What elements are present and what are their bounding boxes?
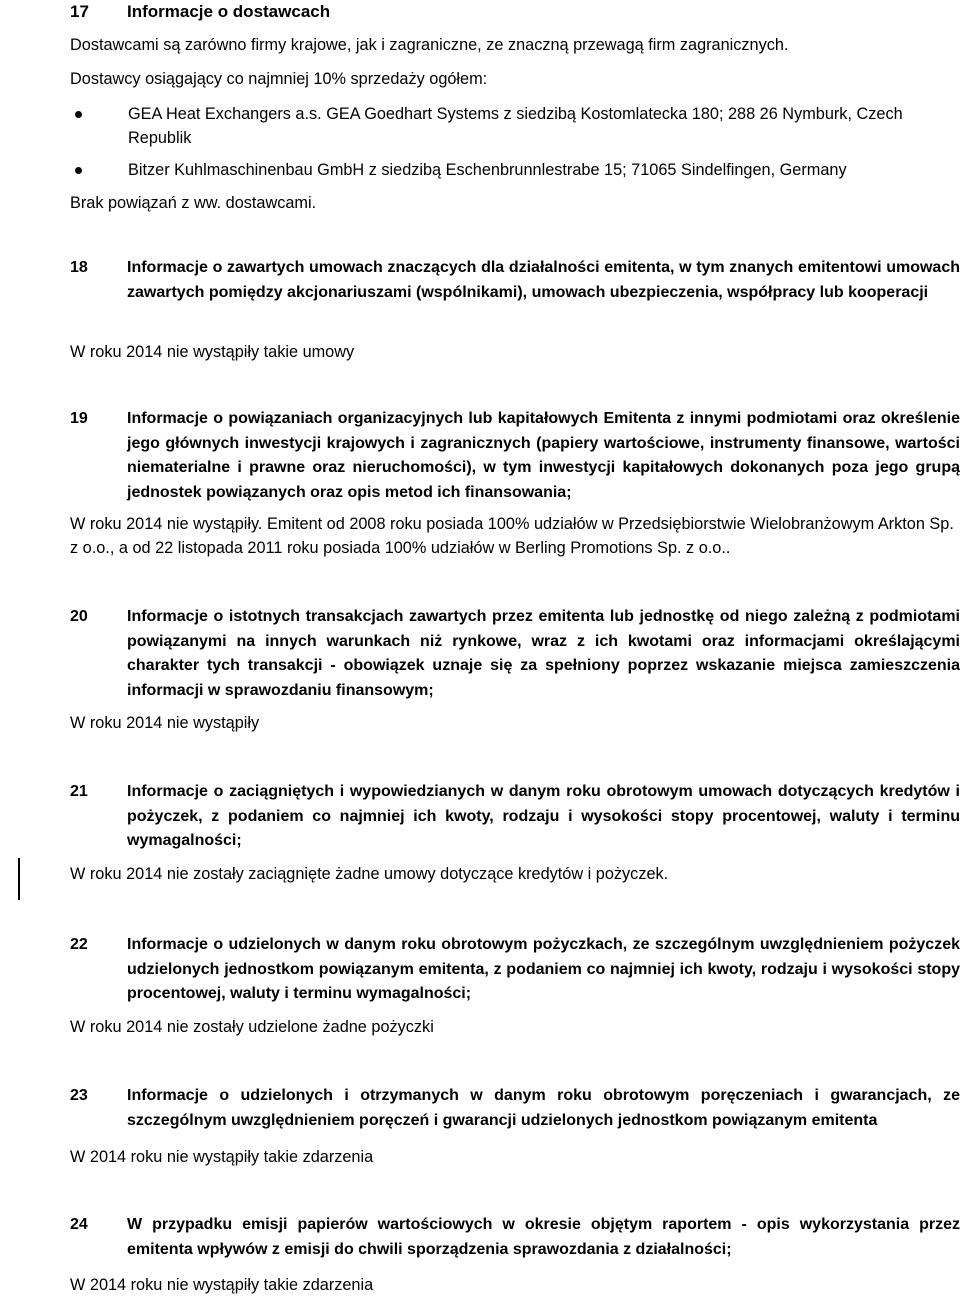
section-number: 17 bbox=[70, 2, 89, 21]
section-body: W 2014 roku nie wystąpiły takie zdarzenia bbox=[70, 1148, 374, 1166]
list-item bbox=[70, 158, 960, 182]
section-title: Informacje o powiązaniach organizacyjnych lub kapitałowych Emitenta z innymi podmiotami oraz określenie jego głównych inwestycji krajowych i zagranicznych (papiery wartościowe, instrumenty finansowe, wartości niematerialne i prawne oraz nieruchomości), w tym inwestycji kapitałowych dokonanych poza jego grupą jednostek powiązanych oraz opis metod ich finansowania; bbox=[127, 410, 960, 501]
paragraph: Dostawcy osiągający co najmniej 10% sprzedaży ogółem: bbox=[70, 70, 488, 88]
paragraph: Brak powiązań z ww. dostawcami. bbox=[70, 194, 317, 212]
section-heading bbox=[70, 605, 960, 703]
section-title: Informacje o zaciągniętych i wypowiedzianych w danym roku obrotowym umowach dotyczących kredytów i pożyczek, z podaniem co najmniej ich kwoty, rodzaju i wysokości stopy procentowej, waluty i terminu wymagalności; bbox=[127, 783, 960, 849]
section-title: Informacje o istotnych transakcjach zawartych przez emitenta lub jednostkę od niego zależną z podmiotami powiązanymi na innych warunkach niż rynkowe, wraz z ich kwotami oraz informacjami określającymi charakter tych transakcji - obowiązek uznaje się za spełniony poprzez wskazanie miejsca zamieszczenia informacji w sprawozdaniu finansowym; bbox=[127, 608, 960, 699]
section-heading bbox=[70, 1213, 960, 1262]
paragraph: Dostawcami są zarówno firmy krajowe, jak i zagraniczne, ze znaczną przewagą firm zagranicznych. bbox=[70, 36, 789, 54]
section-number: 20 bbox=[70, 608, 88, 625]
section-24 bbox=[70, 1213, 960, 1262]
section-heading bbox=[70, 933, 960, 1007]
section-17 bbox=[70, 0, 960, 25]
list-item-text: Bitzer Kuhlmaschinenbau GmbH z siedzibą Eschenbrunnlestrabe 15; 71065 Sindelfingen, Germany bbox=[128, 161, 847, 179]
section-title: Informacje o dostawcach bbox=[127, 2, 331, 21]
section-21 bbox=[70, 780, 960, 854]
section-body: W 2014 roku nie wystąpiły takie zdarzenia bbox=[70, 1276, 374, 1294]
section-body: W roku 2014 nie wystąpiły bbox=[70, 714, 260, 732]
bullet-icon bbox=[75, 167, 82, 174]
section-heading bbox=[70, 780, 960, 854]
section-body: W roku 2014 nie wystąpiły. Emitent od 2008 roku posiada 100% udziałów w Przedsiębiorstwie Wielobranżowym Arkton Sp. z o.o., a od 22 listopada 2011 roku posiada 100% udziałów w Berling Promotions Sp. z o.o.. bbox=[70, 515, 954, 557]
bullet-icon bbox=[75, 111, 82, 118]
section-heading bbox=[70, 407, 960, 505]
section-number: 19 bbox=[70, 410, 88, 427]
section-heading bbox=[70, 256, 960, 305]
section-number: 21 bbox=[70, 783, 88, 800]
section-body: W roku 2014 nie zostały udzielone żadne pożyczki bbox=[70, 1018, 434, 1036]
section-number: 22 bbox=[70, 936, 88, 953]
section-number: 23 bbox=[70, 1087, 88, 1104]
section-title: W przypadku emisji papierów wartościowych w okresie objętym raportem - opis wykorzystania przez emitenta wpływów z emisji do chwili sporządzenia sprawozdania z działalności; bbox=[127, 1216, 960, 1258]
section-18 bbox=[70, 256, 960, 305]
list-item-text: GEA Heat Exchangers a.s. GEA Goedhart Systems z siedzibą Kostomlatecka 180; 288 26 Nymburk, Czech Republik bbox=[128, 105, 903, 147]
section-22 bbox=[70, 933, 960, 1007]
section-body: W roku 2014 nie wystąpiły takie umowy bbox=[70, 343, 355, 361]
section-20 bbox=[70, 605, 960, 703]
section-title: Informacje o udzielonych i otrzymanych w danym roku obrotowym poręczeniach i gwarancjach, ze szczególnym uwzględnieniem poręczeń i gwarancji udzielonych jednostkom powiązanym emitenta bbox=[127, 1087, 960, 1129]
section-title: Informacje o udzielonych w danym roku obrotowym pożyczkach, ze szczególnym uwzględnieniem pożyczek udzielonych jednostkom powiązanym emitenta, z podaniem co najmniej ich kwoty, rodzaju i wysokości stopy procentowej, waluty i terminu wymagalności; bbox=[127, 936, 960, 1002]
section-body: W roku 2014 nie zostały zaciągnięte żadne umowy dotyczące kredytów i pożyczek. bbox=[70, 865, 669, 883]
change-bar bbox=[18, 858, 20, 900]
section-number: 24 bbox=[70, 1216, 88, 1233]
section-heading bbox=[70, 1084, 960, 1133]
section-23 bbox=[70, 1084, 960, 1133]
section-number: 18 bbox=[70, 259, 88, 276]
section-19 bbox=[70, 407, 960, 505]
section-heading bbox=[70, 0, 960, 25]
list-item bbox=[70, 102, 960, 150]
section-title: Informacje o zawartych umowach znaczących dla działalności emitenta, w tym znanych emitentowi umowach zawartych pomiędzy akcjonariuszami (wspólnikami), umowach ubezpieczenia, współpracy lub kooperacji bbox=[127, 259, 960, 301]
